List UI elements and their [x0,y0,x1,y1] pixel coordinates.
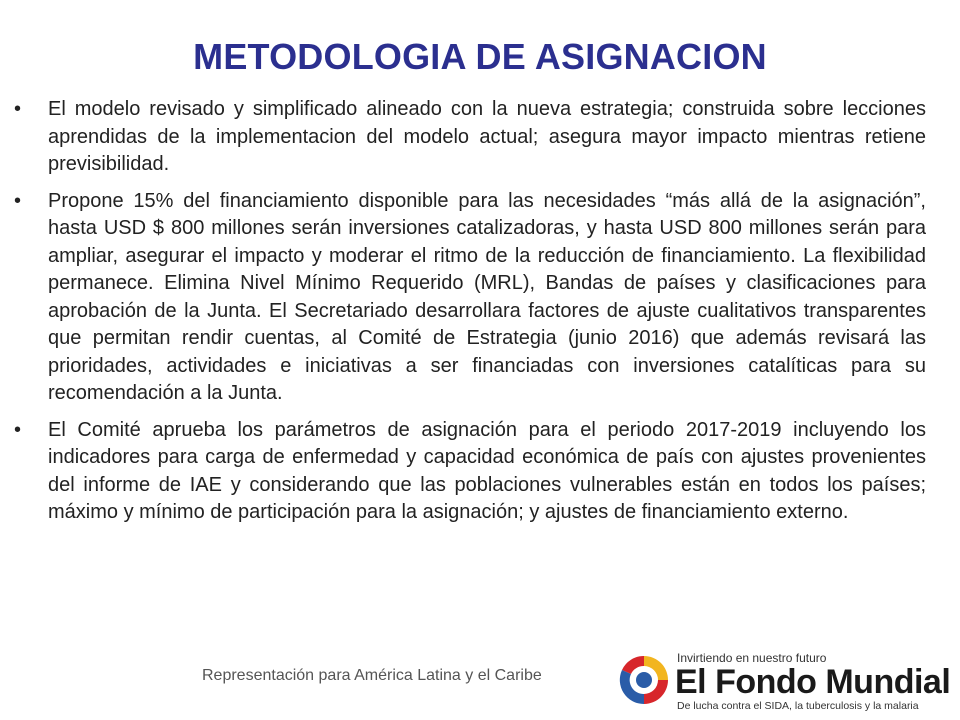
logo-tagline: Invirtiendo en nuestro futuro [677,651,827,665]
global-fund-logo-icon [614,650,674,710]
bullet-text: El modelo revisado y simplificado alineado con la nueva estrategia; construida sobre lecciones aprendidas de la implementacion del modelo actual; asegura mayor impacto mientras retiene previsibilidad. [48,98,926,175]
logo-name: El Fondo Mundial [675,663,951,701]
bullet-text: El Comité aprueba los parámetros de asignación para el periodo 2017-2019 incluyendo los indicadores para carga de enfermedad y capacidad económica de país con ajustes provenientes del informe de IAE y considerando que las poblaciones vulnerables están en todos los países; máximo y mínimo de participación para la asignación; y ajustes de financiamiento externo. [48,418,926,523]
slide-title: METODOLOGIA DE ASIGNACION [193,36,767,77]
bullet-item [14,188,926,408]
bullet-glyph: • [14,418,22,441]
bullet-text: Propone 15% del financiamiento disponible para las necesidades “más allá de la asignación”, hasta USD $ 800 millones serán inversiones catalizadoras, y hasta USD 800 millones serán para ampliar, asegurar el impacto y moderar el ritmo de la reducción de financiamiento. La flexibilidad permanece. Elimina Nivel Mínimo Requerido (MRL), Bandas de países y clasificaciones para aprobación de la Junta. El Secretariado desarrollara factores de ajuste cualitativos transparentes que permitan rendir cuentas, al Comité de Estrategia (junio 2016) que además revisará las prioridades, actividades e iniciativas a ser financiadas con inversiones catalíticas para su recomendación a la Junta. [48,189,926,404]
bullet-list [14,96,926,536]
bullet-glyph: • [14,189,22,212]
footer-text: Representación para América Latina y el Caribe [202,667,542,684]
bullet-glyph: • [14,98,22,120]
logo-subtitle: De lucha contra el SIDA, la tuberculosis y la malaria [677,700,919,712]
bullet-item [14,417,926,527]
bullet-item [14,96,926,179]
